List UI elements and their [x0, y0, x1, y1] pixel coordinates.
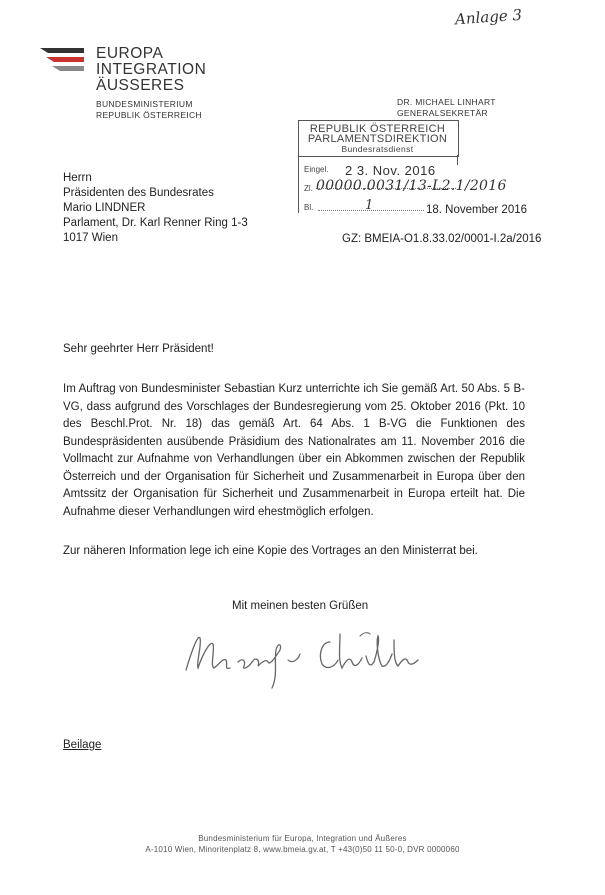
- footer-line: A-1010 Wien, Minoritenplatz 8, www.bmeia.gv.at, T +43(0)50 11 50-0, DVR 0000060: [145, 845, 460, 854]
- address-line: Parlament, Dr. Karl Renner Ring 1-3: [63, 217, 248, 229]
- footer-line: Bundesministerium für Europa, Integration und Äußeres: [198, 834, 407, 843]
- ministry-subtitle: [96, 99, 202, 120]
- ministry-logo-text: [96, 46, 206, 94]
- footer: [0, 833, 605, 855]
- logo-sub-line: BUNDESMINISTERIUM: [96, 99, 193, 109]
- address-line: Mario LINDNER: [63, 202, 146, 214]
- letter-date: 18. November 2016: [426, 204, 528, 216]
- address-line: Präsidenten des Bundesrates: [63, 187, 214, 199]
- sender-block: [397, 97, 496, 119]
- stamp-received-label: Eingel.: [304, 165, 329, 174]
- stamp-line-3: Bundesratsdienst: [341, 144, 414, 154]
- annex-note: Anlage 3: [454, 5, 523, 29]
- stamp-number-label: Zl.: [304, 184, 313, 193]
- salutation: Sehr geehrter Herr Präsident!: [63, 343, 214, 355]
- stamp-border: [298, 155, 299, 213]
- logo-line: INTEGRATION: [96, 61, 207, 78]
- stamp-line-2: PARLAMENTSDIREKTION: [307, 133, 448, 145]
- stamp-line-1: REPUBLIK ÖSTERREICH: [309, 123, 446, 135]
- closing: Mit meinen besten Grüßen: [232, 600, 369, 612]
- stamp-number-value: 00000.0031/13-L2.1/2016: [316, 178, 507, 194]
- logo-line: EUROPA: [96, 45, 164, 62]
- info-paragraph: Zur näheren Information lege ich eine Kopie des Vortrages an den Ministerrat bei.: [63, 545, 478, 557]
- handwritten-signature: [180, 620, 440, 692]
- stamp-received-date: 2 3. Nov. 2016: [345, 163, 436, 178]
- body-paragraph: Im Auftrag von Bundesminister Sebastian Kurz unterrichte ich Sie gemäß Art. 50 Abs. 5 B-VG, dass aufgrund des Vorschlages der Bundesregierung vom 25. Oktober 2016 (Pkt. 10 des Beschl.Prot. Nr. 18) das gemäß Art. 64 Abs. 1 B-VG die Funktionen des Bundespräsidenten ausübende Präsidium des Nationalrates am 11. November 2016 die Vollmacht zur Aufnahme von Verhandlungen über ein Abkommen zwischen der Republik Österreich und der Organisation für Sicherheit und Zusammenarbeit in Europa über den Amtssitz der Organisation für Sicherheit und Zusammenarbeit in Europa erteilt hat. Die Aufnahme dieser Verhandlungen wird ehestmöglich erfolgen.: [63, 383, 525, 518]
- logo-sub-line: REPUBLIK ÖSTERREICH: [96, 109, 202, 120]
- address-line: Herrn: [63, 172, 92, 184]
- sender-title: GENERALSEKRETÄR: [397, 108, 488, 118]
- enclosure-label: Beilage: [63, 739, 102, 751]
- recipient-address: [63, 171, 248, 246]
- address-line: 1017 Wien: [63, 232, 118, 244]
- ministry-logo-icon: [40, 48, 84, 72]
- reference-number: GZ: BMEIA-O1.8.33.02/0001-I.2a/2016: [342, 233, 542, 245]
- stamp-pages-value: 1: [365, 198, 374, 213]
- stamp-border: [457, 155, 458, 165]
- sender-name: DR. MICHAEL LINHART: [397, 97, 496, 107]
- stamp-pages-label: Bl.: [304, 203, 314, 212]
- logo-line: ÄUSSERES: [96, 77, 185, 94]
